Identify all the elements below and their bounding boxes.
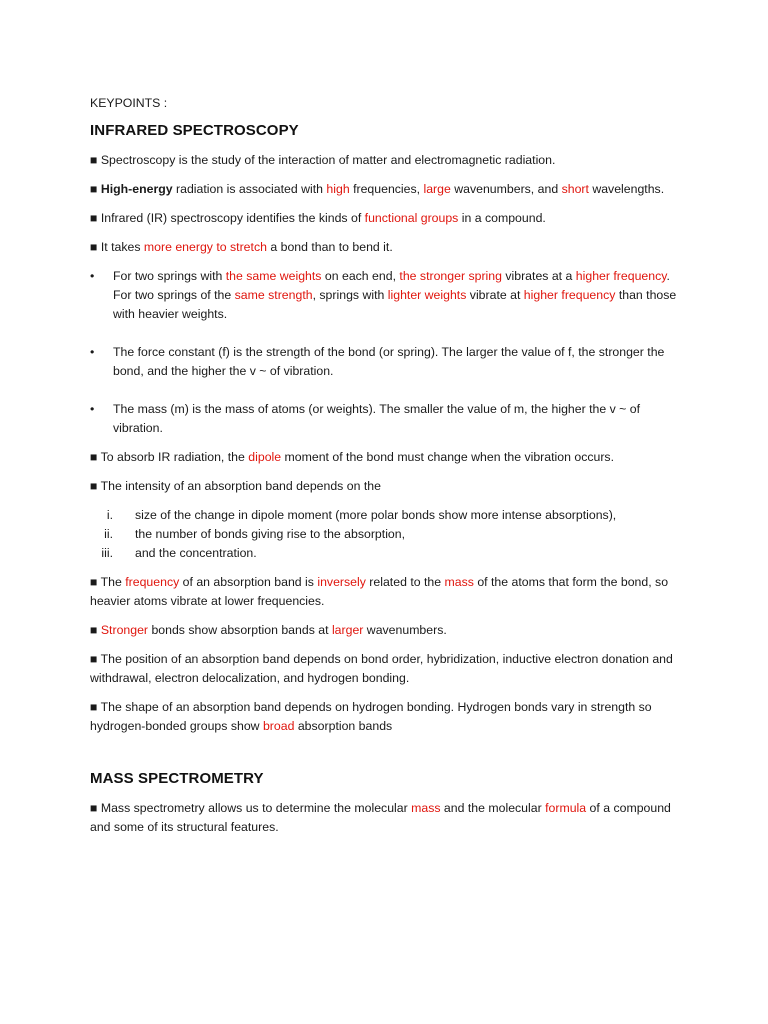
highlight-red: lighter weights	[387, 288, 467, 302]
text-run: , springs with	[312, 288, 388, 302]
highlight-red: Stronger	[100, 623, 149, 637]
text-run: . For two springs of the	[113, 269, 670, 302]
text-run: ■ Infrared (IR) spectroscopy identifies the kinds of	[90, 211, 365, 225]
ms-paragraph-1	[90, 799, 690, 837]
highlight-red: inversely	[317, 575, 366, 589]
highlight-red: high	[326, 182, 350, 196]
highlight-red: the same weights	[225, 269, 322, 283]
roman-item	[90, 525, 690, 544]
roman-text: the number of bonds giving rise to the absorption,	[135, 527, 406, 541]
highlight-red: larger	[331, 623, 364, 637]
text-run: ■ The	[90, 575, 126, 589]
text-run: of the atoms that form the bond, so heavier atoms vibrate at lower frequencies.	[90, 575, 669, 608]
highlight-red: mass	[444, 575, 474, 589]
text-run: ■ To absorb IR radiation, the	[90, 450, 249, 464]
roman-numeral: ii.	[104, 527, 113, 541]
text-run: vibrates at a	[501, 269, 576, 283]
text-run: a bond than to bend it.	[266, 240, 393, 254]
ir-heading: INFRARED SPECTROSCOPY	[90, 122, 299, 139]
ir-paragraph-7	[90, 573, 690, 611]
text-run: radiation is associated with	[172, 182, 327, 196]
ir-paragraph-10	[90, 698, 690, 736]
text-run: frequencies,	[349, 182, 424, 196]
ir-paragraph-4	[90, 238, 690, 257]
ir-paragraph-1: ■ Spectroscopy is the study of the interaction of matter and electromagnetic radiation.	[90, 153, 556, 167]
text-run: wavenumbers, and	[450, 182, 562, 196]
bullet-item-mass: • The mass (m) is the mass of atoms (or weights). The smaller the value of m, the higher the v ~ of vibration.	[90, 400, 690, 438]
text-run: absorption bands	[294, 719, 393, 733]
bullet-item-springs	[90, 267, 690, 324]
text-run: in a compound.	[458, 211, 546, 225]
roman-numeral: i.	[106, 508, 113, 522]
highlight-red: the stronger spring	[399, 269, 502, 283]
roman-item	[90, 506, 690, 525]
text-run: ■ It takes	[90, 240, 144, 254]
highlight-red: dipole	[248, 450, 282, 464]
ms-heading: MASS SPECTROMETRY	[90, 770, 264, 787]
highlight-red: higher frequency	[523, 288, 616, 302]
text-run: bonds show absorption bands at	[148, 623, 332, 637]
ir-paragraph-6: ■ The intensity of an absorption band depends on the	[90, 479, 381, 493]
text-run: ■ Mass spectrometry allows us to determine the molecular	[90, 801, 412, 815]
ir-paragraph-8	[90, 621, 690, 640]
highlight-red: same strength	[234, 288, 313, 302]
text-run: and the molecular	[440, 801, 546, 815]
highlight-red: frequency	[125, 575, 180, 589]
text-run: wavelengths.	[588, 182, 665, 196]
text-run: on each end,	[321, 269, 400, 283]
roman-list	[90, 506, 690, 563]
highlight-red: functional groups	[364, 211, 459, 225]
highlight-bold: High-energy	[100, 182, 173, 196]
highlight-red: broad	[262, 719, 295, 733]
ir-paragraph-5	[90, 448, 690, 467]
text-run: than those with heavier weights.	[113, 288, 677, 321]
roman-item	[90, 544, 690, 563]
highlight-red: higher frequency	[575, 269, 667, 283]
ir-paragraph-9: ■ The position of an absorption band depends on bond order, hybridization, inductive electron donation and withdrawal, electron delocalization, and hydrogen bonding.	[90, 652, 673, 685]
roman-text: and the concentration.	[135, 546, 257, 560]
text-run: related to the	[365, 575, 445, 589]
text-run: ■	[90, 623, 101, 637]
roman-numeral: iii.	[101, 546, 113, 560]
bullet-item-force-constant: • The force constant (f) is the strength of the bond (or spring). The larger the value of f, the stronger the bond, and the higher the v ~ of vibration.	[90, 343, 690, 381]
highlight-red: formula	[545, 801, 587, 815]
text-run: wavenumbers.	[363, 623, 447, 637]
highlight-red: mass	[411, 801, 441, 815]
text-run: moment of the bond must change when the vibration occurs.	[281, 450, 614, 464]
roman-text: size of the change in dipole moment (more polar bonds show more intense absorptions),	[135, 508, 617, 522]
highlight-red: large	[423, 182, 451, 196]
text-run: of an absorption band is	[179, 575, 318, 589]
highlight-red: more energy to stretch	[143, 240, 267, 254]
text-run: of a compound and some of its structural features.	[90, 801, 671, 834]
highlight-red: short	[561, 182, 589, 196]
text-run: ■ The shape of an absorption band depends on hydrogen bonding. Hydrogen bonds vary in strength so hydrogen-bonded groups show	[90, 700, 652, 733]
text-run: ■	[90, 182, 101, 196]
text-run: vibrate at	[466, 288, 524, 302]
text-run: For two springs with	[113, 269, 226, 283]
ir-paragraph-2	[90, 180, 690, 199]
keypoints-label: KEYPOINTS :	[90, 96, 168, 110]
ir-paragraph-3	[90, 209, 690, 228]
document-body	[90, 94, 690, 847]
ir-bullet-list	[90, 267, 690, 438]
